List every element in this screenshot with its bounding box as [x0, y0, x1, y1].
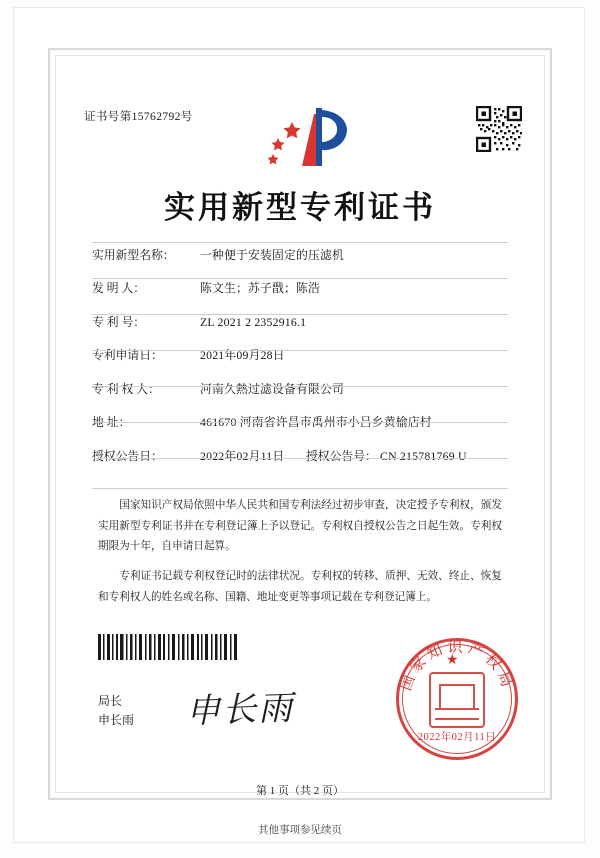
field-value: 陈文生；苏子戬；陈浩: [200, 281, 320, 296]
legal-text: [98, 496, 502, 617]
divider-after-number: [92, 350, 508, 351]
field-label: 授权公告日：: [92, 448, 163, 463]
legal-paragraph-2: 专利证书记载专利权登记时的法律状况。专利权的转移、质押、无效、终止、恢复和专利权人的姓名或名称、国籍、地址变更等事项记载在专利登记簿上。: [98, 570, 502, 603]
cnipa-logo-icon: [242, 104, 357, 170]
seal-date: 2022年02月11日: [417, 732, 497, 743]
svg-text:国家知识产权局: [397, 639, 516, 693]
legal-paragraph-1: 国家知识产权局依照中华人民共和国专利法经过初步审查，决定授予专利权，颁发实用新型专利证书并在专利登记簿上予以登记。专利权自授权公告之日起生效。专利权期限为十年，自申请日起算。: [98, 500, 502, 553]
divider-after-grant: [92, 488, 508, 489]
field-label: 实用新型名称：: [92, 248, 175, 262]
seal-arc-label: 国家知识产权局: [398, 640, 516, 693]
divider-after-appdate: [92, 386, 508, 387]
divider-after-address: [92, 458, 508, 459]
divider-top: [92, 242, 508, 243]
handwritten-signature: 申长雨: [185, 688, 295, 732]
director-label-line2: 申长雨: [98, 712, 135, 727]
official-seal: [396, 638, 518, 760]
field-row-address: [92, 415, 512, 431]
field-row-patentee: [92, 382, 512, 398]
field-row-patent-number: [92, 315, 512, 331]
field-value: 河南久熱过滤设备有限公司: [200, 381, 344, 396]
director-label: [98, 692, 134, 729]
qr-code-icon: [476, 106, 522, 152]
field-label: 授权公告号：: [306, 448, 377, 463]
divider-after-patentee: [92, 422, 508, 423]
page-title: 实用新型专利证书: [164, 190, 436, 225]
field-label: 专利申请日：: [92, 348, 163, 363]
certificate-number: 证书号第15762792号: [84, 111, 193, 123]
field-row-grant: [92, 449, 512, 465]
field-value: 2021年09月28日: [200, 348, 285, 363]
field-value: ZL 2021 2 2352916.1: [200, 314, 307, 329]
field-row-name: [92, 248, 512, 264]
footnote: 其他事项参见续页: [258, 825, 342, 836]
field-label: 专 利 权 人：: [92, 381, 160, 396]
field-label: 发 明 人：: [92, 281, 146, 296]
field-row-inventors: [92, 281, 512, 297]
field-value: 461670 河南省许昌市禹州市小吕乡黄榆店村: [200, 415, 432, 430]
field-label: 地 址：: [92, 415, 131, 430]
field-value: 2022年02月11日: [200, 448, 285, 463]
certificate-fields: [92, 248, 512, 482]
barcode: [98, 634, 238, 660]
divider-after-name: [92, 278, 508, 279]
field-value: 一种便于安装固定的压滤机: [200, 248, 344, 262]
field-value: CN 215781769 U: [380, 448, 467, 463]
director-label-line1: 局长: [98, 694, 123, 708]
field-label: 专 利 号：: [92, 314, 146, 329]
divider-after-inventors: [92, 314, 508, 315]
publication-number-group: [306, 449, 467, 465]
grant-date-group: [92, 449, 306, 465]
seal-star-icon: ★: [446, 653, 459, 668]
page-indicator: 第 1 页（共 2 页）: [256, 785, 344, 797]
